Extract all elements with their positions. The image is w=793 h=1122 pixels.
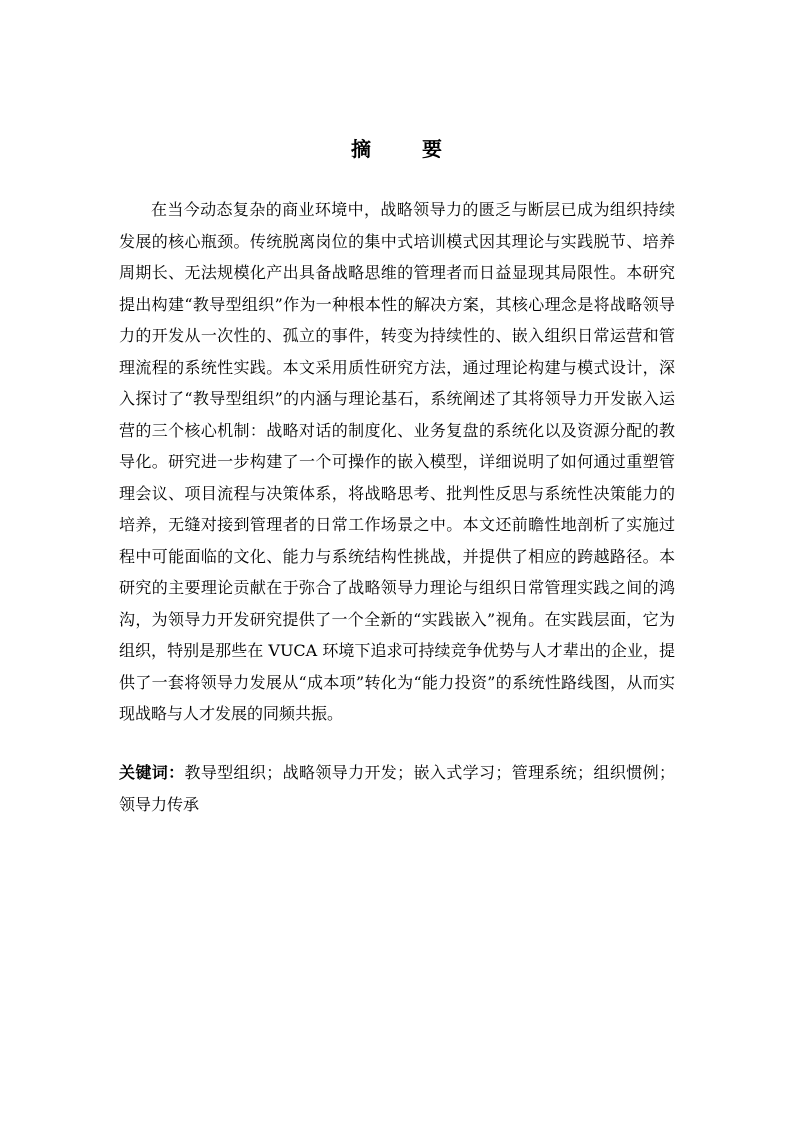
abstract-title: 摘 要 <box>351 137 464 161</box>
keywords-paragraph <box>119 757 675 820</box>
abstract-body: 在当今动态复杂的商业环境中，战略领导力的匮乏与断层已成为组织持续发展的核心瓶颈。传统脱离岗位的集中式培训模式因其理论与实践脱节、培养周期长、无法规模化产出具备战略思维的管理者而日益显现其局限性。本研究提出构建“教导型组织”作为一种根本性的解决方案，其核心理念是将战略领导力的开发从一次性的、孤立的事件，转变为持续性的、嵌入组织日常运营和管理流程的系统性实践。本文采用质性研究方法，通过理论构建与模式设计，深入探讨了“教导型组织”的内涵与理论基石，系统阐述了其将领导力开发嵌入运营的三个核心机制：战略对话的制度化、业务复盘的系统化以及资源分配的教导化。研究进一步构建了一个可操作的嵌入模型，详细说明了如何通过重塑管理会议、项目流程与决策体系，将战略思考、批判性反思与系统性决策能力的培养，无缝对接到管理者的日常工作场景之中。本文还前瞻性地剖析了实施过程中可能面临的文化、能力与系统结构性挑战，并提供了相应的跨越路径。本研究的主要理论贡献在于弥合了战略领导力理论与组织日常管理实践之间的鸿沟，为领导力开发研究提供了一个全新的“实践嵌入”视角。在实践层面，它为组织，特别是那些在 VUCA 环境下追求可持续竞争优势与人才辈出的企业，提供了一套将领导力发展从“成本项”转化为“能力投资”的系统性路线图，从而实现战略与人才发展的同频共振。 <box>119 200 675 723</box>
keywords-label: 关键词： <box>119 763 185 782</box>
keywords-text: 教导型组织；战略领导力开发；嵌入式学习；管理系统；组织惯例；领导力传承 <box>119 763 675 814</box>
